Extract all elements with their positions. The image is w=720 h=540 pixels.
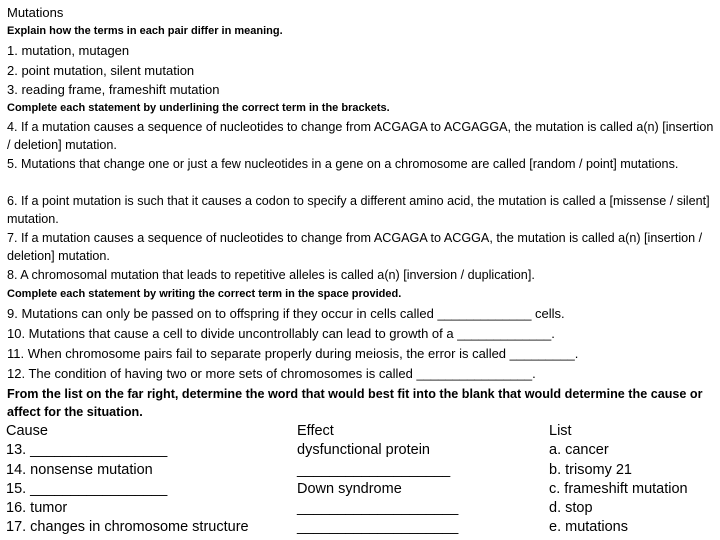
question-11: 11. When chromosome pairs fail to separate properly during meiosis, the error is called _________. (7, 346, 579, 361)
effect-column (297, 422, 458, 538)
question-12: 12. The condition of having two or more sets of chromosomes is called ________________. (7, 366, 536, 381)
list-item-e: e. mutations (549, 519, 628, 536)
question-1: 1. mutation, mutagen (7, 43, 130, 58)
section-3-instructions: Complete each statement by writing the correct term in the space provided. (7, 288, 402, 300)
list-item-a: a. cancer (549, 442, 609, 459)
cause-item-14: 14. nonsense mutation (6, 461, 153, 478)
effect-heading: Effect (297, 423, 334, 439)
cause-item-17: 17. changes in chromosome structure (6, 519, 249, 536)
cause-column (6, 422, 249, 538)
effect-item-14: ___________________ (297, 461, 451, 478)
cause-item-13: 13. _________________ (6, 442, 168, 459)
effect-item-16: ____________________ (297, 500, 459, 517)
question-4: 4. If a mutation causes a sequence of nucleotides to change from ACGAGA to ACGAGGA, the mutation is called a(n) [insertion / deletion] mutation. (7, 120, 714, 152)
question-6: 6. If a point mutation is such that it causes a codon to specify a different amino acid, the mutation is called a [missense / silent] mutation. (7, 194, 710, 226)
section-2-instructions: Complete each statement by underlining the correct term in the brackets. (7, 102, 390, 114)
page-title: Mutations (7, 5, 64, 20)
question-2: 2. point mutation, silent mutation (7, 63, 195, 78)
list-column (549, 422, 688, 538)
section-4-instructions: From the list on the far right, determine the word that would best fit into the blank that would determine the cause or affect for the situation. (7, 387, 703, 419)
list-item-b: b. trisomy 21 (549, 461, 632, 478)
list-item-d: d. stop (549, 500, 593, 517)
list-heading: List (549, 423, 572, 439)
question-9: 9. Mutations can only be passed on to offspring if they occur in cells called _____________ cells. (7, 306, 565, 321)
question-8: 8. A chromosomal mutation that leads to repetitive alleles is called a(n) [inversion / duplication]. (7, 268, 535, 282)
question-7: 7. If a mutation causes a sequence of nucleotides to change from ACGAGA to ACGGA, the mutation is called a(n) [insertion / deletion] mutation. (7, 231, 703, 263)
question-5: 5. Mutations that change one or just a few nucleotides in a gene on a chromosome are called [random / point] mutations. (7, 157, 679, 171)
cause-item-15: 15. _________________ (6, 480, 168, 497)
effect-item-17: ____________________ (297, 519, 459, 536)
effect-item-13: dysfunctional protein (297, 442, 430, 459)
question-3: 3. reading frame, frameshift mutation (7, 82, 220, 97)
cause-heading: Cause (6, 423, 48, 439)
cause-item-16: 16. tumor (6, 500, 68, 517)
section-1-instructions: Explain how the terms in each pair differ in meaning. (7, 25, 283, 37)
question-10: 10. Mutations that cause a cell to divide uncontrollably can lead to growth of a _____________. (7, 326, 555, 341)
list-item-c: c. frameshift mutation (549, 480, 688, 497)
effect-item-15: Down syndrome (297, 480, 402, 497)
